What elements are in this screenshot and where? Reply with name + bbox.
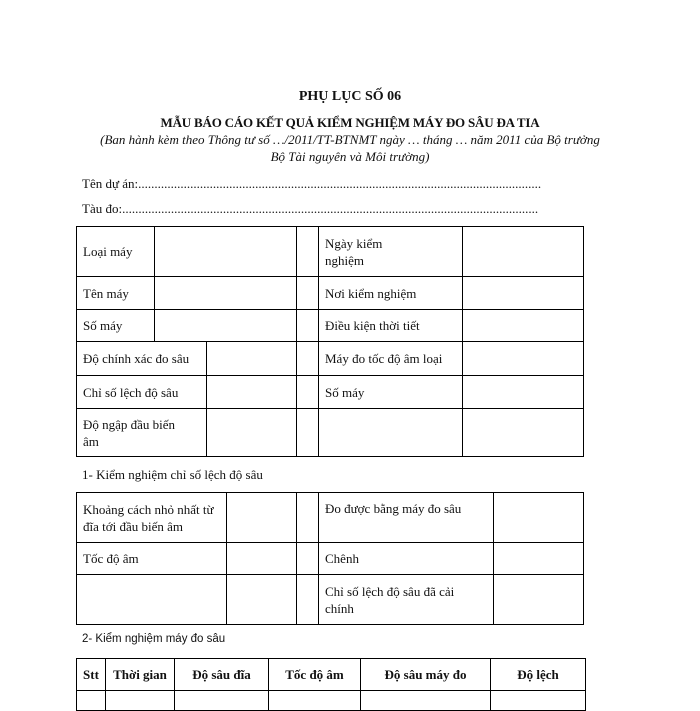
form-title: MẪU BÁO CÁO KẾT QUẢ KIỂM NGHIỆM MÁY ĐO SÂU ĐA TIA xyxy=(160,115,540,130)
difference-value xyxy=(494,543,584,575)
column-header-sound-speed: Tốc độ âm xyxy=(269,659,361,691)
device-info-table xyxy=(76,226,584,457)
transducer-draft-value xyxy=(207,409,297,457)
column-header-sounder-depth: Độ sâu máy đo xyxy=(361,659,491,691)
table-cell xyxy=(175,691,269,711)
table-cell xyxy=(269,691,361,711)
corrected-offset-value xyxy=(494,575,584,625)
subtitle-line-1: (Ban hành kèm theo Thông tư số …/2011/TT-BTNMT ngày … tháng … năm 2011 của Bộ trưởng xyxy=(100,132,600,147)
corrected-offset-label: Chỉ số lệch độ sâu đã cải chính xyxy=(319,575,494,625)
transducer-draft-label: Độ ngập đầu biến âm xyxy=(77,409,207,457)
serial-no-value xyxy=(155,310,297,342)
weather-label: Điều kiện thời tiết xyxy=(319,310,463,342)
empty-cell xyxy=(319,409,463,457)
sounder-test-table xyxy=(76,658,586,711)
table-cell xyxy=(106,691,175,711)
appendix-number: PHỤ LỤC SỐ 06 xyxy=(298,89,402,104)
difference-label: Chênh xyxy=(319,543,494,575)
sound-speed-value xyxy=(227,543,297,575)
column-header-deviation: Độ lệch xyxy=(491,659,586,691)
serial-no-2-label: Số máy xyxy=(319,376,463,409)
subtitle-line-2: Bộ Tài nguyên và Môi trường) xyxy=(270,149,430,164)
test-place-label: Nơi kiểm nghiệm xyxy=(319,277,463,310)
device-type-label: Loại máy xyxy=(77,227,155,277)
test-date-label: Ngày kiểm nghiệm xyxy=(319,227,463,277)
column-header-stt: Stt xyxy=(77,659,106,691)
measured-by-sounder-label: Đo được bằng máy đo sâu xyxy=(319,493,494,543)
section-2-heading: 2- Kiểm nghiệm máy đo sâu xyxy=(82,633,226,645)
sound-speed-meter-label: Máy đo tốc độ âm loại xyxy=(319,342,463,376)
weather-value xyxy=(463,310,584,342)
test-place-value xyxy=(463,277,584,310)
empty-cell xyxy=(77,575,227,625)
measured-by-sounder-value xyxy=(494,493,584,543)
sound-speed-label: Tốc độ âm xyxy=(77,543,227,575)
depth-offset-label: Chỉ số lệch độ sâu xyxy=(77,376,207,409)
min-distance-value xyxy=(227,493,297,543)
depth-offset-test-table xyxy=(76,492,584,625)
table-cell xyxy=(77,691,106,711)
depth-offset-value xyxy=(207,376,297,409)
vessel-field: Tàu đo:................................................................................................................................ xyxy=(82,201,539,216)
project-name-field: Tên dự án:............................................................................................................................ xyxy=(82,176,542,191)
column-header-disc-depth: Độ sâu đĩa xyxy=(175,659,269,691)
test-date-value xyxy=(463,227,584,277)
table-cell xyxy=(491,691,586,711)
empty-cell xyxy=(463,409,584,457)
device-name-value xyxy=(155,277,297,310)
section-1-heading: 1- Kiểm nghiệm chỉ số lệch độ sâu xyxy=(82,467,263,482)
serial-no-2-value xyxy=(463,376,584,409)
table-cell xyxy=(361,691,491,711)
depth-accuracy-label: Độ chính xác đo sâu xyxy=(77,342,207,376)
min-distance-label: Khoảng cách nhỏ nhất từ đĩa tới đầu biến âm xyxy=(77,493,227,543)
sound-speed-meter-value xyxy=(463,342,584,376)
empty-cell xyxy=(227,575,297,625)
serial-no-label: Số máy xyxy=(77,310,155,342)
depth-accuracy-value xyxy=(207,342,297,376)
device-type-value xyxy=(155,227,297,277)
column-header-time: Thời gian xyxy=(106,659,175,691)
device-name-label: Tên máy xyxy=(77,277,155,310)
